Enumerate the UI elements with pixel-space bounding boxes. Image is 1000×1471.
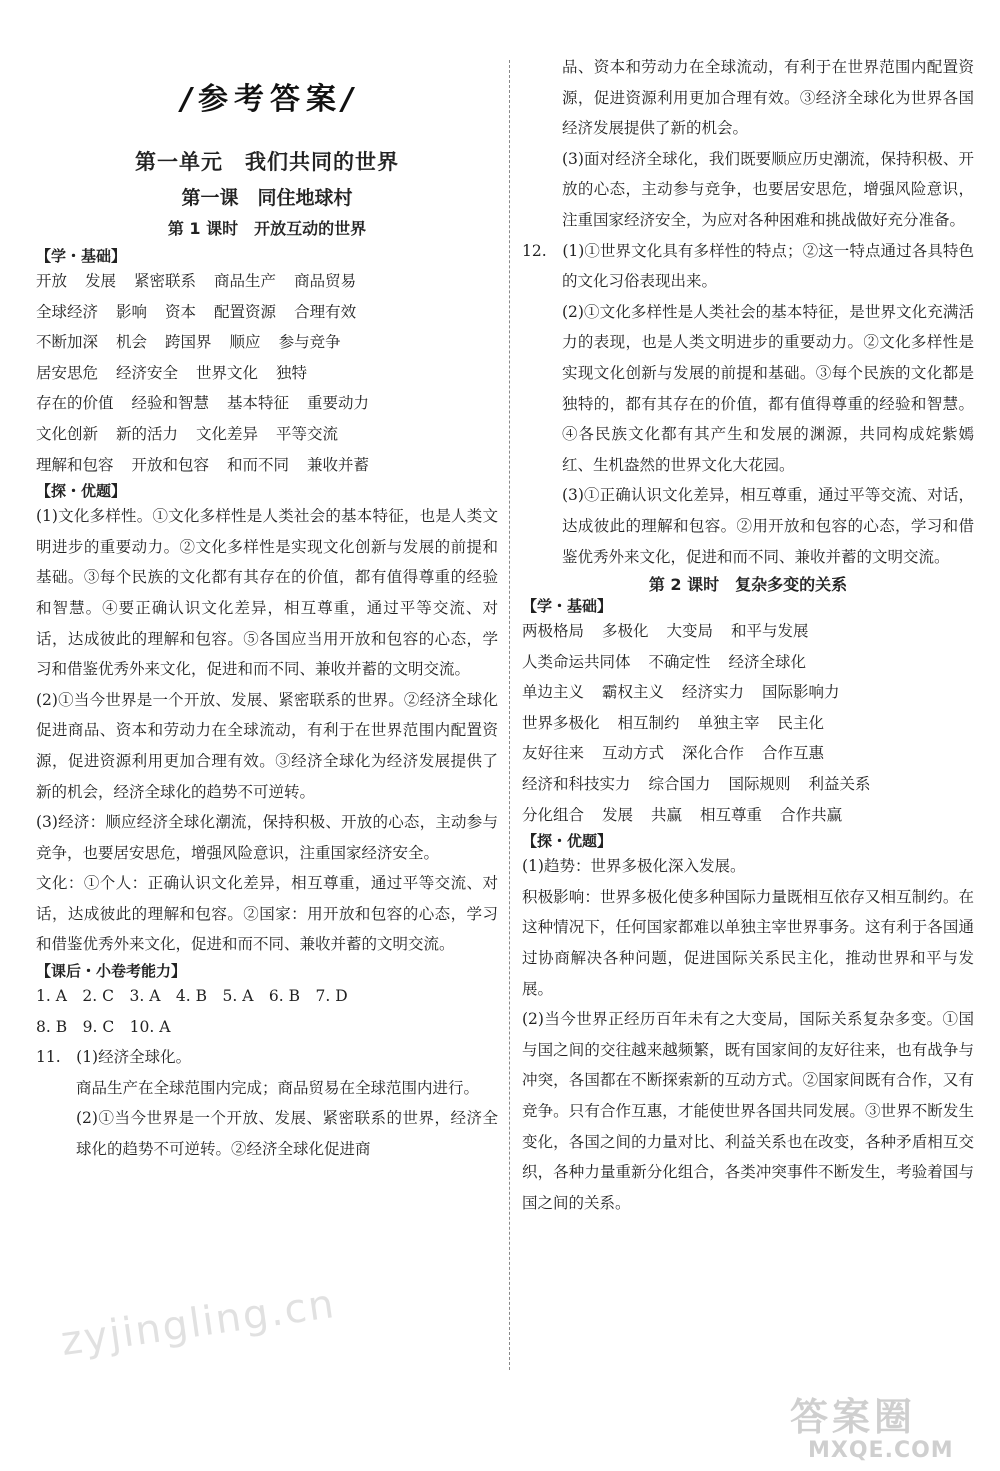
lesson-heading: 第一课 同住地球村: [181, 187, 353, 209]
answer-paragraph: 文化：①个人：正确认识文化差异，相互尊重，通过平等交流、对话，达成彼此的理解和包容。②国家：用开放和包容的心态，学习和借鉴优秀外来文化，促进和而不同、兼收并蓄的文明交流。: [36, 874, 498, 954]
keyword: 配置资源: [214, 302, 277, 321]
choice-answers: 1. A 2. C 3. A 4. B 5. A 6. B 7. D: [36, 987, 348, 1006]
question-12: 12. (1)①世界文化具有多样性的特点；②这一特点通过各具特色的文化习俗表现出来。: [522, 241, 974, 291]
keyword-row: [522, 738, 974, 769]
keyword-row: [36, 419, 498, 450]
keyword: 参与竞争: [278, 333, 341, 352]
section-explore: 【探・优题】: [522, 832, 613, 851]
keyword: 单独主宰: [697, 713, 760, 732]
keyword: 发展: [602, 805, 634, 824]
section-after-class: 【课后・小卷考能力】: [36, 962, 187, 981]
keyword: 兼收并蓄: [307, 455, 370, 474]
keyword: 相互制约: [617, 713, 680, 732]
keyword: 理解和包容: [36, 455, 114, 474]
keyword: 平等交流: [276, 424, 339, 443]
keyword: 国际规则: [728, 775, 791, 794]
period-heading-2: 第 2 课时 复杂多变的关系: [648, 575, 848, 595]
section-basic: 【学・基础】: [522, 597, 613, 616]
keyword: 资本: [165, 302, 197, 321]
answer-paragraph: 积极影响：世界多极化使多种国际力量既相互依存又相互制约。在这种情况下，任何国家都难以单独主宰世界事务。这有利于各国通过协商解决各种问题，促进国际关系民主化，推动世界和平与发展。: [522, 887, 974, 998]
keyword: 和平与发展: [731, 622, 809, 641]
keyword-row: [36, 266, 498, 297]
keyword: 新的活力: [116, 424, 179, 443]
question-11: 11. (1)经济全球化。: [36, 1048, 192, 1067]
keyword-list: [522, 616, 974, 830]
logo-url: MXQE.COM: [808, 1438, 954, 1463]
keyword: 共赢: [651, 805, 683, 824]
keyword: 独特: [276, 363, 308, 382]
keyword-row: [36, 358, 498, 389]
keyword: 经验和智慧: [131, 394, 210, 413]
keyword: 合作共赢: [780, 805, 843, 824]
keyword: 顺应: [229, 333, 261, 352]
keyword: 不确定性: [648, 652, 711, 671]
keyword-row: [36, 388, 498, 419]
keyword: 基本特征: [227, 394, 290, 413]
keyword: 居安思危: [36, 363, 99, 382]
keyword-list: [36, 266, 498, 480]
keyword: 单边主义: [522, 683, 585, 702]
logo-text: 答案圈: [790, 1395, 917, 1439]
keyword: 商品生产: [214, 272, 277, 290]
keyword-row: [522, 769, 974, 800]
keyword-row: [522, 708, 974, 739]
keyword: 民主化: [777, 713, 825, 732]
section-basic: 【学・基础】: [36, 247, 127, 265]
keyword: 世界多极化: [522, 713, 600, 732]
column-divider: [509, 60, 510, 1370]
answer-paragraph: (2)①文化多样性是人类社会的基本特征，是世界文化充满活力的表现，也是人类文明进步的重要动力。②文化多样性是实现文化创新与发展的前提和基础。③每个民族的文化都是独特的，都有其存在的价值，都有值得尊重的经验和智慧。④各民族文化都有其产生和发展的渊源，共同构成姹紫嫣红、生机盎然的世界文化大花园。: [562, 302, 974, 474]
keyword: 霸权主义: [602, 683, 665, 702]
keyword: 深化合作: [682, 744, 745, 763]
keyword: 发展: [85, 272, 117, 290]
keyword: 大变局: [666, 622, 714, 641]
keyword: 经济实力: [682, 683, 745, 702]
keyword: 经济全球化: [728, 652, 807, 671]
keyword: 文化创新: [36, 424, 99, 443]
site-logo: [790, 1395, 980, 1465]
answer-paragraph: (1)文化多样性。①文化多样性是人类社会的基本特征，也是人类文明进步的重要动力。②文化多样性是实现文化创新与发展的前提和基础。③每个民族的文化都有其存在的价值，都有值得尊重的经验和智慧。④要正确认识文化差异，相互尊重，通过平等交流、对话，达成彼此的理解和包容。⑤各国应当用开放和包容的心态，学习和借鉴优秀外来文化，促进和而不同、兼收并蓄的文明交流。: [36, 507, 498, 679]
period-heading-1: 第 1 课时 开放互动的世界: [167, 219, 367, 238]
keyword: 全球经济: [36, 302, 99, 321]
keyword-row: [522, 677, 974, 708]
keyword: 商品贸易: [294, 272, 357, 290]
keyword: 和而不同: [227, 455, 290, 474]
keyword: 综合国力: [648, 775, 711, 794]
answer-paragraph: (3)面对经济全球化，我们既要顺应历史潮流，保持积极、开放的心态，主动参与竞争，也要居安思危，增强风险意识，注重国家经济安全，为应对各种困难和挑战做好充分准备。: [562, 149, 974, 229]
watermark: zyjingling.cn: [58, 1280, 339, 1366]
keyword: 不断加深: [36, 333, 99, 352]
keyword: 跨国界: [165, 333, 212, 352]
keyword: 互动方式: [602, 744, 665, 763]
keyword: 经济安全: [116, 363, 179, 382]
answer-paragraph: (3)经济：顺应经济全球化潮流，保持积极、开放的心态，主动参与竞争，也要居安思危，增强风险意识，注重国家经济安全。: [36, 813, 498, 862]
answer-paragraph: 品、资本和劳动力在全球流动，有利于在世界范围内配置资源，促进资源利用更加合理有效。③经济全球化为世界各国经济发展提供了新的机会。: [562, 58, 974, 138]
keyword: 机会: [116, 333, 148, 352]
keyword: 世界文化: [196, 363, 259, 382]
section-explore: 【探・优题】: [36, 482, 127, 501]
keyword: 人类命运共同体: [522, 652, 631, 671]
keyword: 多极化: [602, 622, 649, 641]
keyword: 国际影响力: [762, 683, 840, 702]
answer-paragraph: (2)①当今世界是一个开放、发展、紧密联系的世界，经济全球化的趋势不可逆转。②经济全球化促进商: [76, 1109, 498, 1159]
keyword-row: [522, 800, 974, 831]
keyword: 文化差异: [196, 424, 259, 443]
page-title: /参考答案/: [181, 82, 359, 117]
keyword: 利益关系: [808, 775, 871, 794]
keyword: 开放和包容: [131, 455, 210, 474]
answer-paragraph: (3)①正确认识文化差异，相互尊重，通过平等交流、对话，达成彼此的理解和包容。②用开放和包容的心态，学习和借鉴优秀外来文化，促进和而不同、兼收并蓄的文明交流。: [562, 486, 974, 566]
keyword: 存在的价值: [36, 394, 114, 413]
keyword-row: [522, 647, 974, 678]
keyword: 两极格局: [522, 622, 585, 641]
keyword: 经济和科技实力: [522, 775, 631, 794]
keyword: 影响: [116, 302, 148, 321]
keyword: 开放: [36, 272, 68, 290]
answer-paragraph: (2)当今世界正经历百年未有之大变局，国际关系复杂多变。①国与国之间的交往越来越频繁，既有国家间的友好往来，也有战争与冲突，各国都在不断探索新的互动方式。②国家间既有合作，又有竞争。只有合作互惠，才能使世界各国共同发展。③世界不断发生变化，各国之间的力量对比、利益关系也在改变，各种矛盾相互交织，各种力量重新分化组合，各类冲突事件不断发生，考验着国与国之间的关系。: [522, 1010, 974, 1212]
keyword: 重要动力: [307, 394, 370, 413]
keyword-row: [36, 297, 498, 328]
keyword-row: [522, 616, 974, 647]
keyword: 分化组合: [522, 805, 585, 824]
choice-answers: 8. B 9. C 10. A: [36, 1017, 171, 1036]
answer-paragraph: (1)趋势：世界多极化深入发展。: [522, 857, 746, 876]
keyword: 紧密联系: [134, 272, 197, 290]
answer-paragraph: (2)①当今世界是一个开放、发展、紧密联系的世界。②经济全球化促进商品、资本和劳动力在全球流动，有利于在世界范围内配置资源，促进资源利用更加合理有效。③经济全球化为经济发展提供了新的机会，经济全球化的趋势不可逆转。: [36, 690, 498, 801]
keyword: 合理有效: [294, 302, 357, 321]
keyword-row: [36, 450, 498, 481]
unit-heading: 第一单元 我们共同的世界: [135, 150, 399, 174]
keyword-row: [36, 327, 498, 358]
answer-paragraph: 商品生产在全球范围内完成；商品贸易在全球范围内进行。: [76, 1078, 480, 1097]
keyword: 相互尊重: [700, 805, 763, 824]
keyword: 合作互惠: [762, 744, 825, 763]
keyword: 友好往来: [522, 744, 585, 763]
